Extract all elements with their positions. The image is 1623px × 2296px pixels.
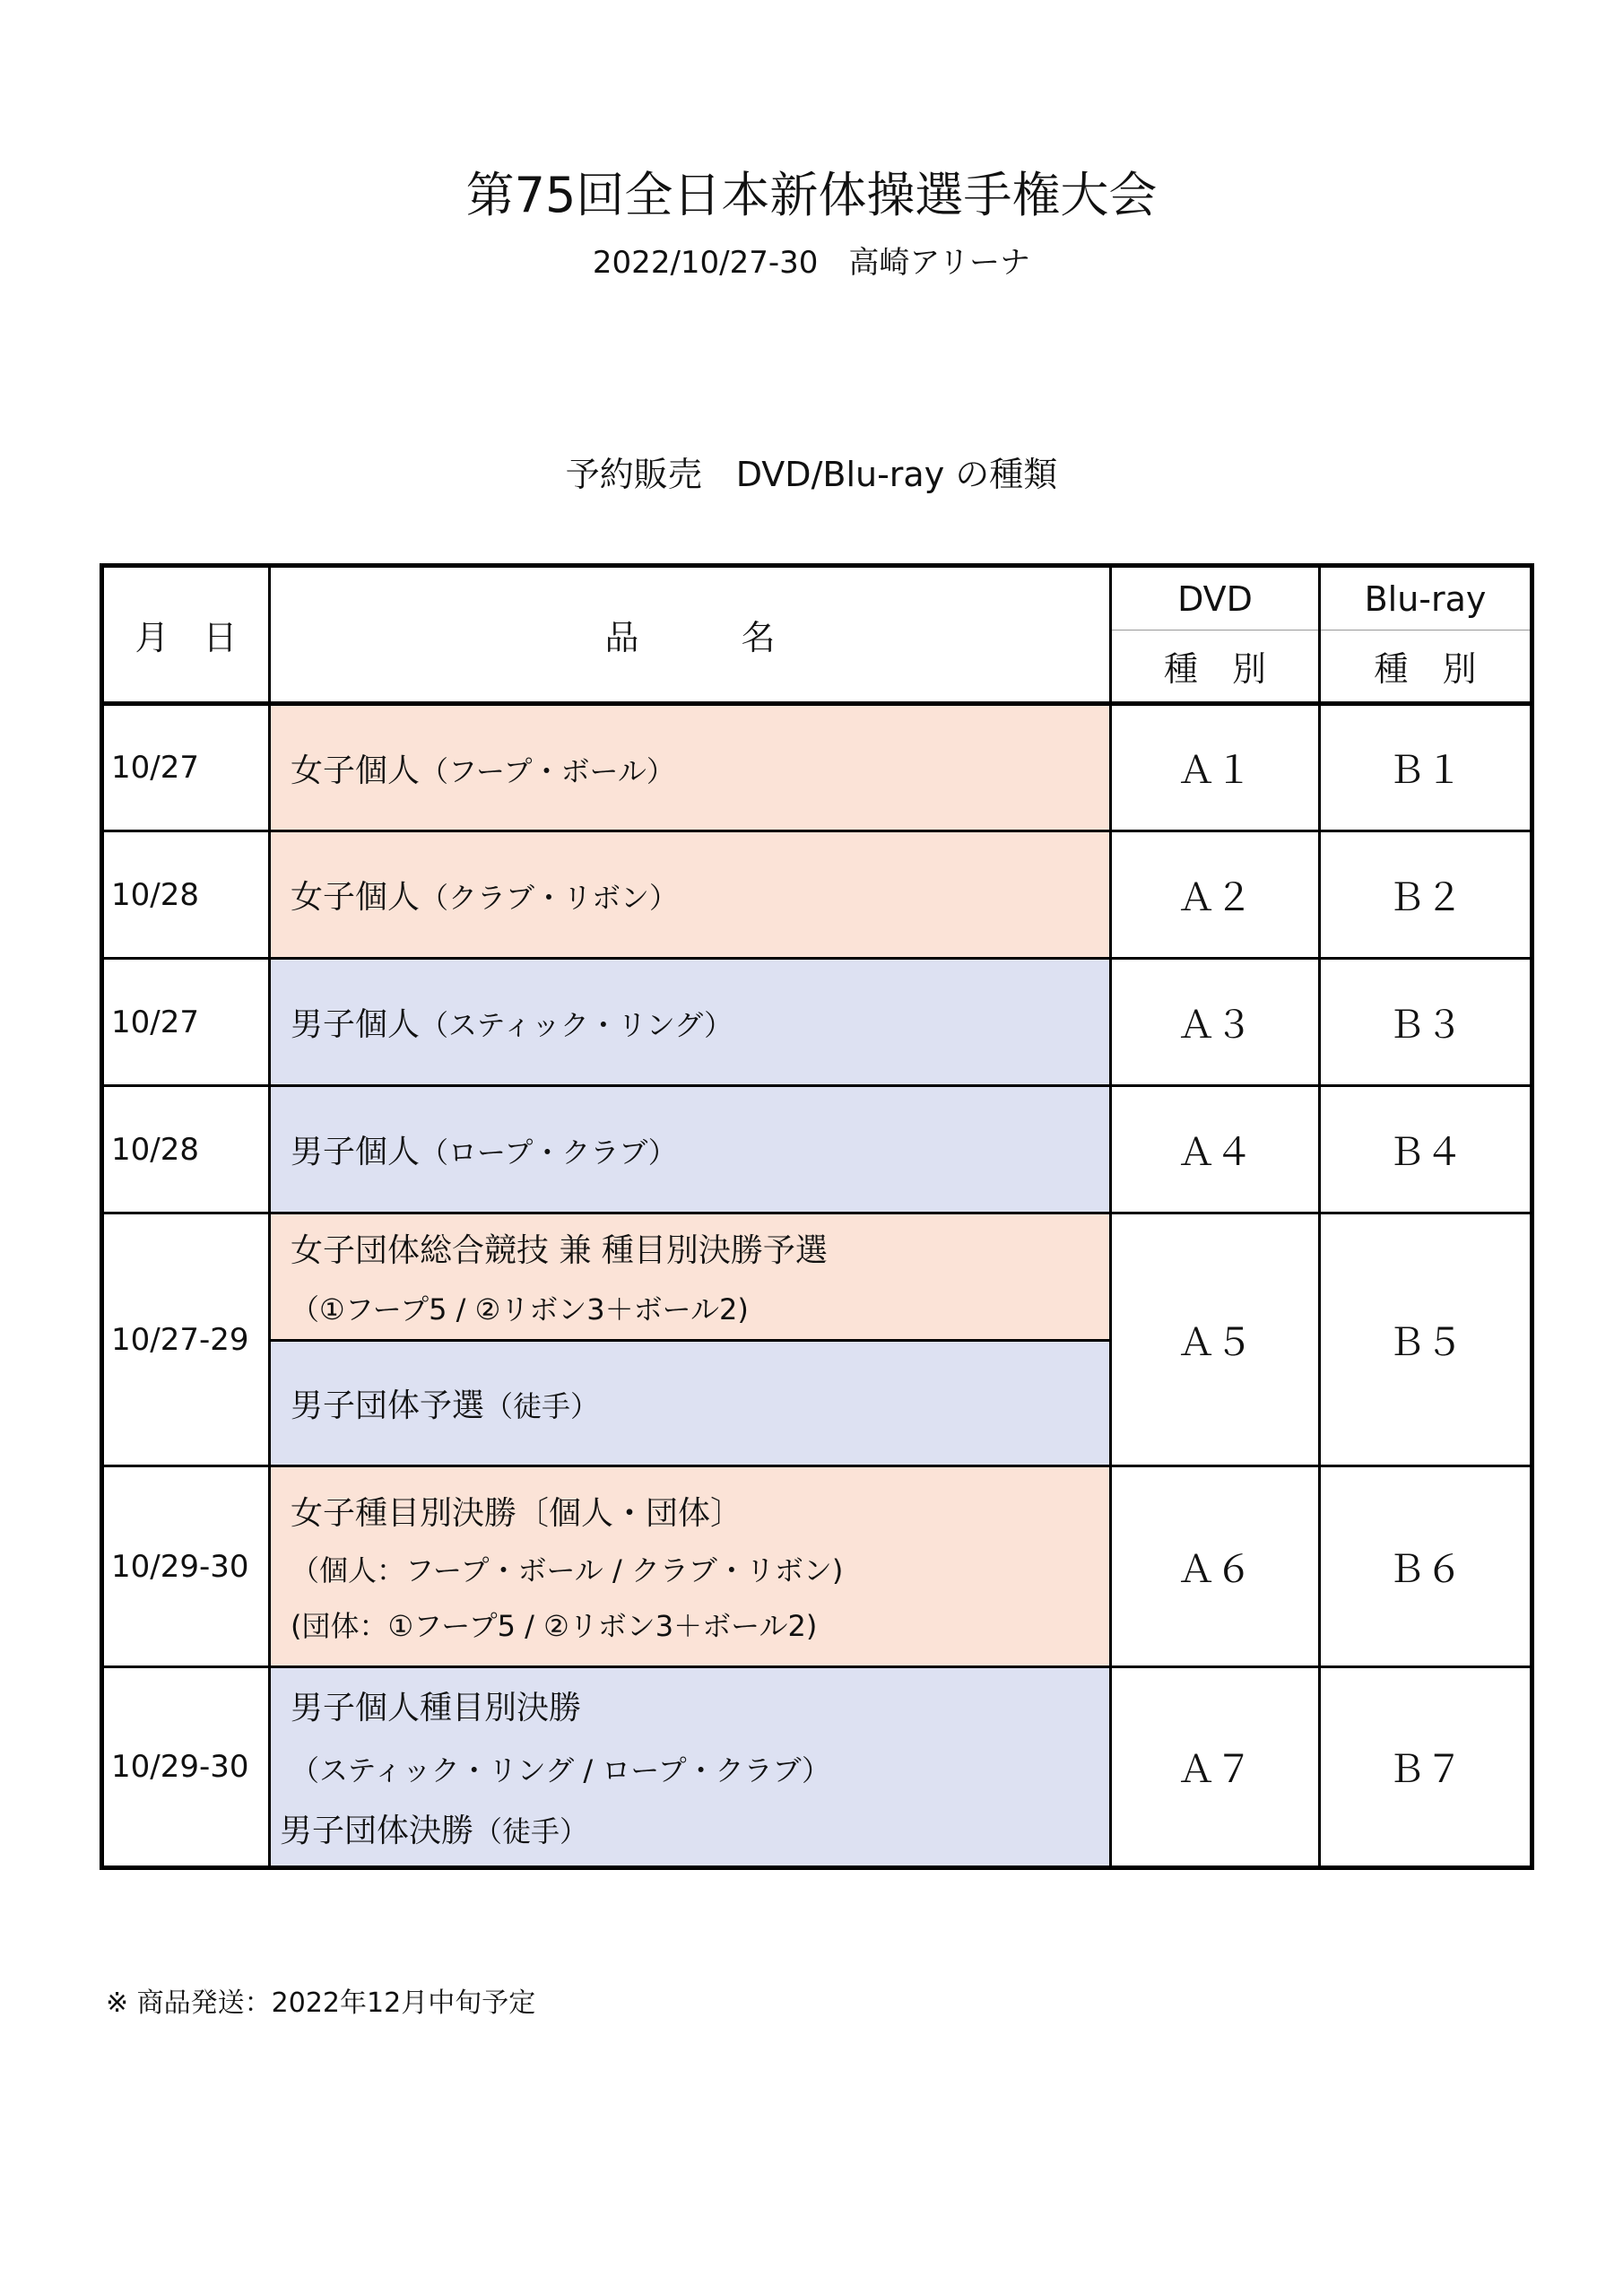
header-product-name: 品 名: [270, 566, 1111, 704]
row-date: 10/28: [102, 1086, 270, 1213]
dvd-code: Ａ４: [1111, 1086, 1320, 1213]
row-product-name: [270, 1466, 1111, 1667]
product-name-main: 女子種目別決勝〔個人・団体〕: [291, 1495, 743, 1532]
product-name-main: 男子個人: [291, 1134, 421, 1170]
product-name-detail: （ロープ・クラブ）: [420, 1135, 677, 1170]
product-name-line3: [280, 1805, 1109, 1851]
product-name-detail: （①フープ5 / ②リボン3＋ボール2): [291, 1292, 749, 1326]
product-table: [100, 563, 1534, 1870]
product-name-main: 男子個人: [291, 1006, 421, 1043]
row-product-name: [270, 831, 1111, 959]
bluray-code: Ｂ６: [1320, 1466, 1532, 1667]
header-bluray: Blu-ray: [1320, 566, 1532, 631]
bluray-code: Ｂ２: [1320, 831, 1532, 959]
row-date: 10/29-30: [102, 1667, 270, 1868]
row-product-name: [270, 959, 1111, 1086]
table-row: [102, 1667, 1532, 1868]
section-heading: 予約販売 DVD/Blu-ray の種類: [565, 455, 1058, 494]
product-name-detail: （徒手）: [484, 1389, 600, 1423]
product-name-detail: （スティック・リング）: [420, 1008, 733, 1042]
product-name-detail: （スティック・リング / ロープ・クラブ）: [291, 1753, 831, 1787]
row-date: 10/27: [102, 704, 270, 831]
bluray-code: Ｂ５: [1320, 1213, 1532, 1466]
table-row: [102, 1086, 1532, 1213]
table-row: [102, 1213, 1532, 1341]
dvd-code: Ａ７: [1111, 1667, 1320, 1868]
product-name-detail: （個人：フープ・ボール / クラブ・リボン): [291, 1553, 844, 1587]
bluray-code: Ｂ１: [1320, 704, 1532, 831]
product-name-main: 女子団体総合競技 兼 種目別決勝予選: [291, 1232, 828, 1269]
product-name-main: 男子団体決勝: [280, 1813, 474, 1849]
product-name-detail: (団体：①フープ5 / ②リボン3＋ボール2): [291, 1609, 818, 1643]
product-name-main: 男子団体予選: [291, 1387, 485, 1424]
dvd-code: Ａ１: [1111, 704, 1320, 831]
product-name-main: 女子個人: [291, 879, 421, 916]
row-date: 10/27-29: [102, 1213, 270, 1466]
dvd-code: Ａ６: [1111, 1466, 1320, 1667]
table-row: [102, 831, 1532, 959]
table-row: [102, 1466, 1532, 1667]
row-date: 10/27: [102, 959, 270, 1086]
product-name-main: 男子個人種目別決勝: [291, 1690, 582, 1726]
row-product-name-women-team: [270, 1213, 1111, 1341]
header-dvd-type: 種 別: [1111, 631, 1320, 704]
shipping-note: ※ 商品発送：2022年12月中旬予定: [106, 1987, 536, 2019]
dvd-code: Ａ５: [1111, 1213, 1320, 1466]
header-bluray-type: 種 別: [1320, 631, 1532, 704]
product-name-detail: （徒手）: [473, 1814, 589, 1848]
product-name-detail: （フープ・ボール）: [420, 753, 675, 788]
row-date: 10/28: [102, 831, 270, 959]
header-dvd: DVD: [1111, 566, 1320, 631]
product-name-main: 女子個人: [291, 752, 421, 789]
row-product-name-men-team: [270, 1341, 1111, 1466]
bluray-code: Ｂ７: [1320, 1667, 1532, 1868]
row-product-name: [270, 1086, 1111, 1213]
bluray-code: Ｂ３: [1320, 959, 1532, 1086]
table-row: [102, 704, 1532, 831]
row-product-name: [270, 704, 1111, 831]
table-row: [102, 959, 1532, 1086]
header-date: 月 日: [102, 566, 270, 704]
event-date-venue: 2022/10/27-30 高崎アリーナ: [592, 245, 1031, 281]
bluray-code: Ｂ４: [1320, 1086, 1532, 1213]
product-name-detail: （クラブ・リボン）: [420, 881, 679, 915]
row-date: 10/29-30: [102, 1466, 270, 1667]
table-header-row: [102, 566, 1532, 631]
row-product-name: [270, 1667, 1111, 1868]
dvd-code: Ａ２: [1111, 831, 1320, 959]
document-title: 第75回全日本新体操選手権大会: [465, 167, 1158, 223]
dvd-code: Ａ３: [1111, 959, 1320, 1086]
